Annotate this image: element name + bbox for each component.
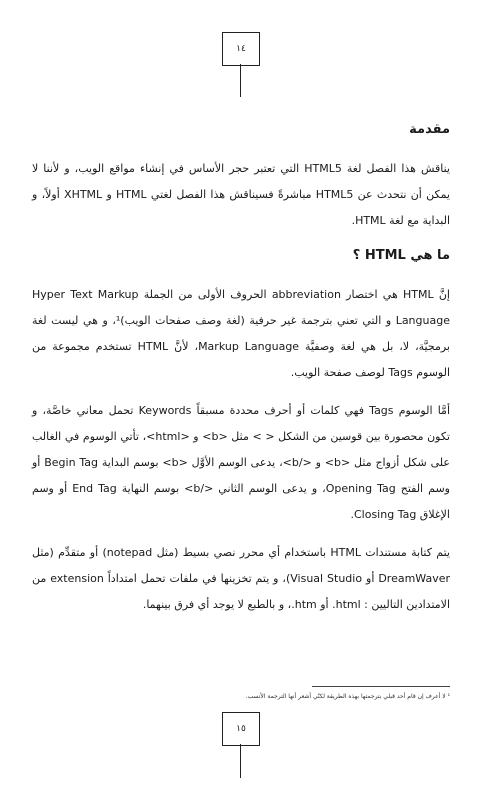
paragraph-tags: أمَّا الوسوم Tags فهي كلمات أو أحرف محددة مسبقاً Keywords تحمل معاني خاصَّة، و تكون محصورة بين قوسين من الشكل < > مثل <b> و <html>، تأتي الوسوم في الغالب على شكل أزواج مثل <b> و </b>، يدعى الوسم الأوَّل <b> بوسم البداية Begin Tag أو وسم الفتح Opening Tag، و يدعى الوسم الثاني </b> بوسم النهاية End Tag أو وسم الإغلاق Closing Tag. xyxy=(32,404,451,521)
section-title-what-is-html: ما هي HTML ؟ xyxy=(352,248,450,263)
paragraph-editors: يتم كتابة مستندات HTML باستخدام أي محرر نصي بسيط (مثل notepad) أو متقدِّم (مثل DreamWaver أو Visual Studio)، و يتم تخزينها في ملفات تحمل امتداداً extension من الامتدادين التاليين : html. أو htm.، و بالطبع لا يوجد أي فرق بينهما. xyxy=(32,546,451,611)
page-content xyxy=(32,120,450,630)
header-divider-line xyxy=(240,64,241,97)
footer-divider-line xyxy=(240,744,241,778)
intro-title: مقدمة xyxy=(409,122,450,137)
page-number-bottom: ١٥ xyxy=(222,712,260,746)
paragraph-html-definition: إنَّ HTML هي اختصار abbreviation الحروف الأولى من الجملة Hyper Text Markup Language و التي تعني بترجمة غير حرفية (لغة وصف صفحات الويب)¹، و هي ليست لغة برمجيَّة، لا، بل هي لغة وصفيَّة Markup Language، لأنَّ HTML تستخدم مجموعة من الوسوم Tags لوصف صفحة الويب. xyxy=(32,288,450,379)
intro-paragraph: يناقش هذا الفصل لغة HTML5 التي تعتبر حجر الأساس في إنشاء مواقع الويب، و لأننا لا يمكن أن نتحدث عن HTML5 مباشرةً فسيناقش هذا الفصل لغتي HTML و XHTML أولاً، و البداية مع لغة HTML. xyxy=(32,162,450,227)
footnote-divider xyxy=(312,686,450,687)
footnote: ¹ لا أعرف إن قام أحد قبلي بترجمتها بهذه الطريقة لكنّي أشعر أنها الترجمة الأنسب. xyxy=(245,693,450,700)
page-number-top: ١٤ xyxy=(222,32,260,66)
